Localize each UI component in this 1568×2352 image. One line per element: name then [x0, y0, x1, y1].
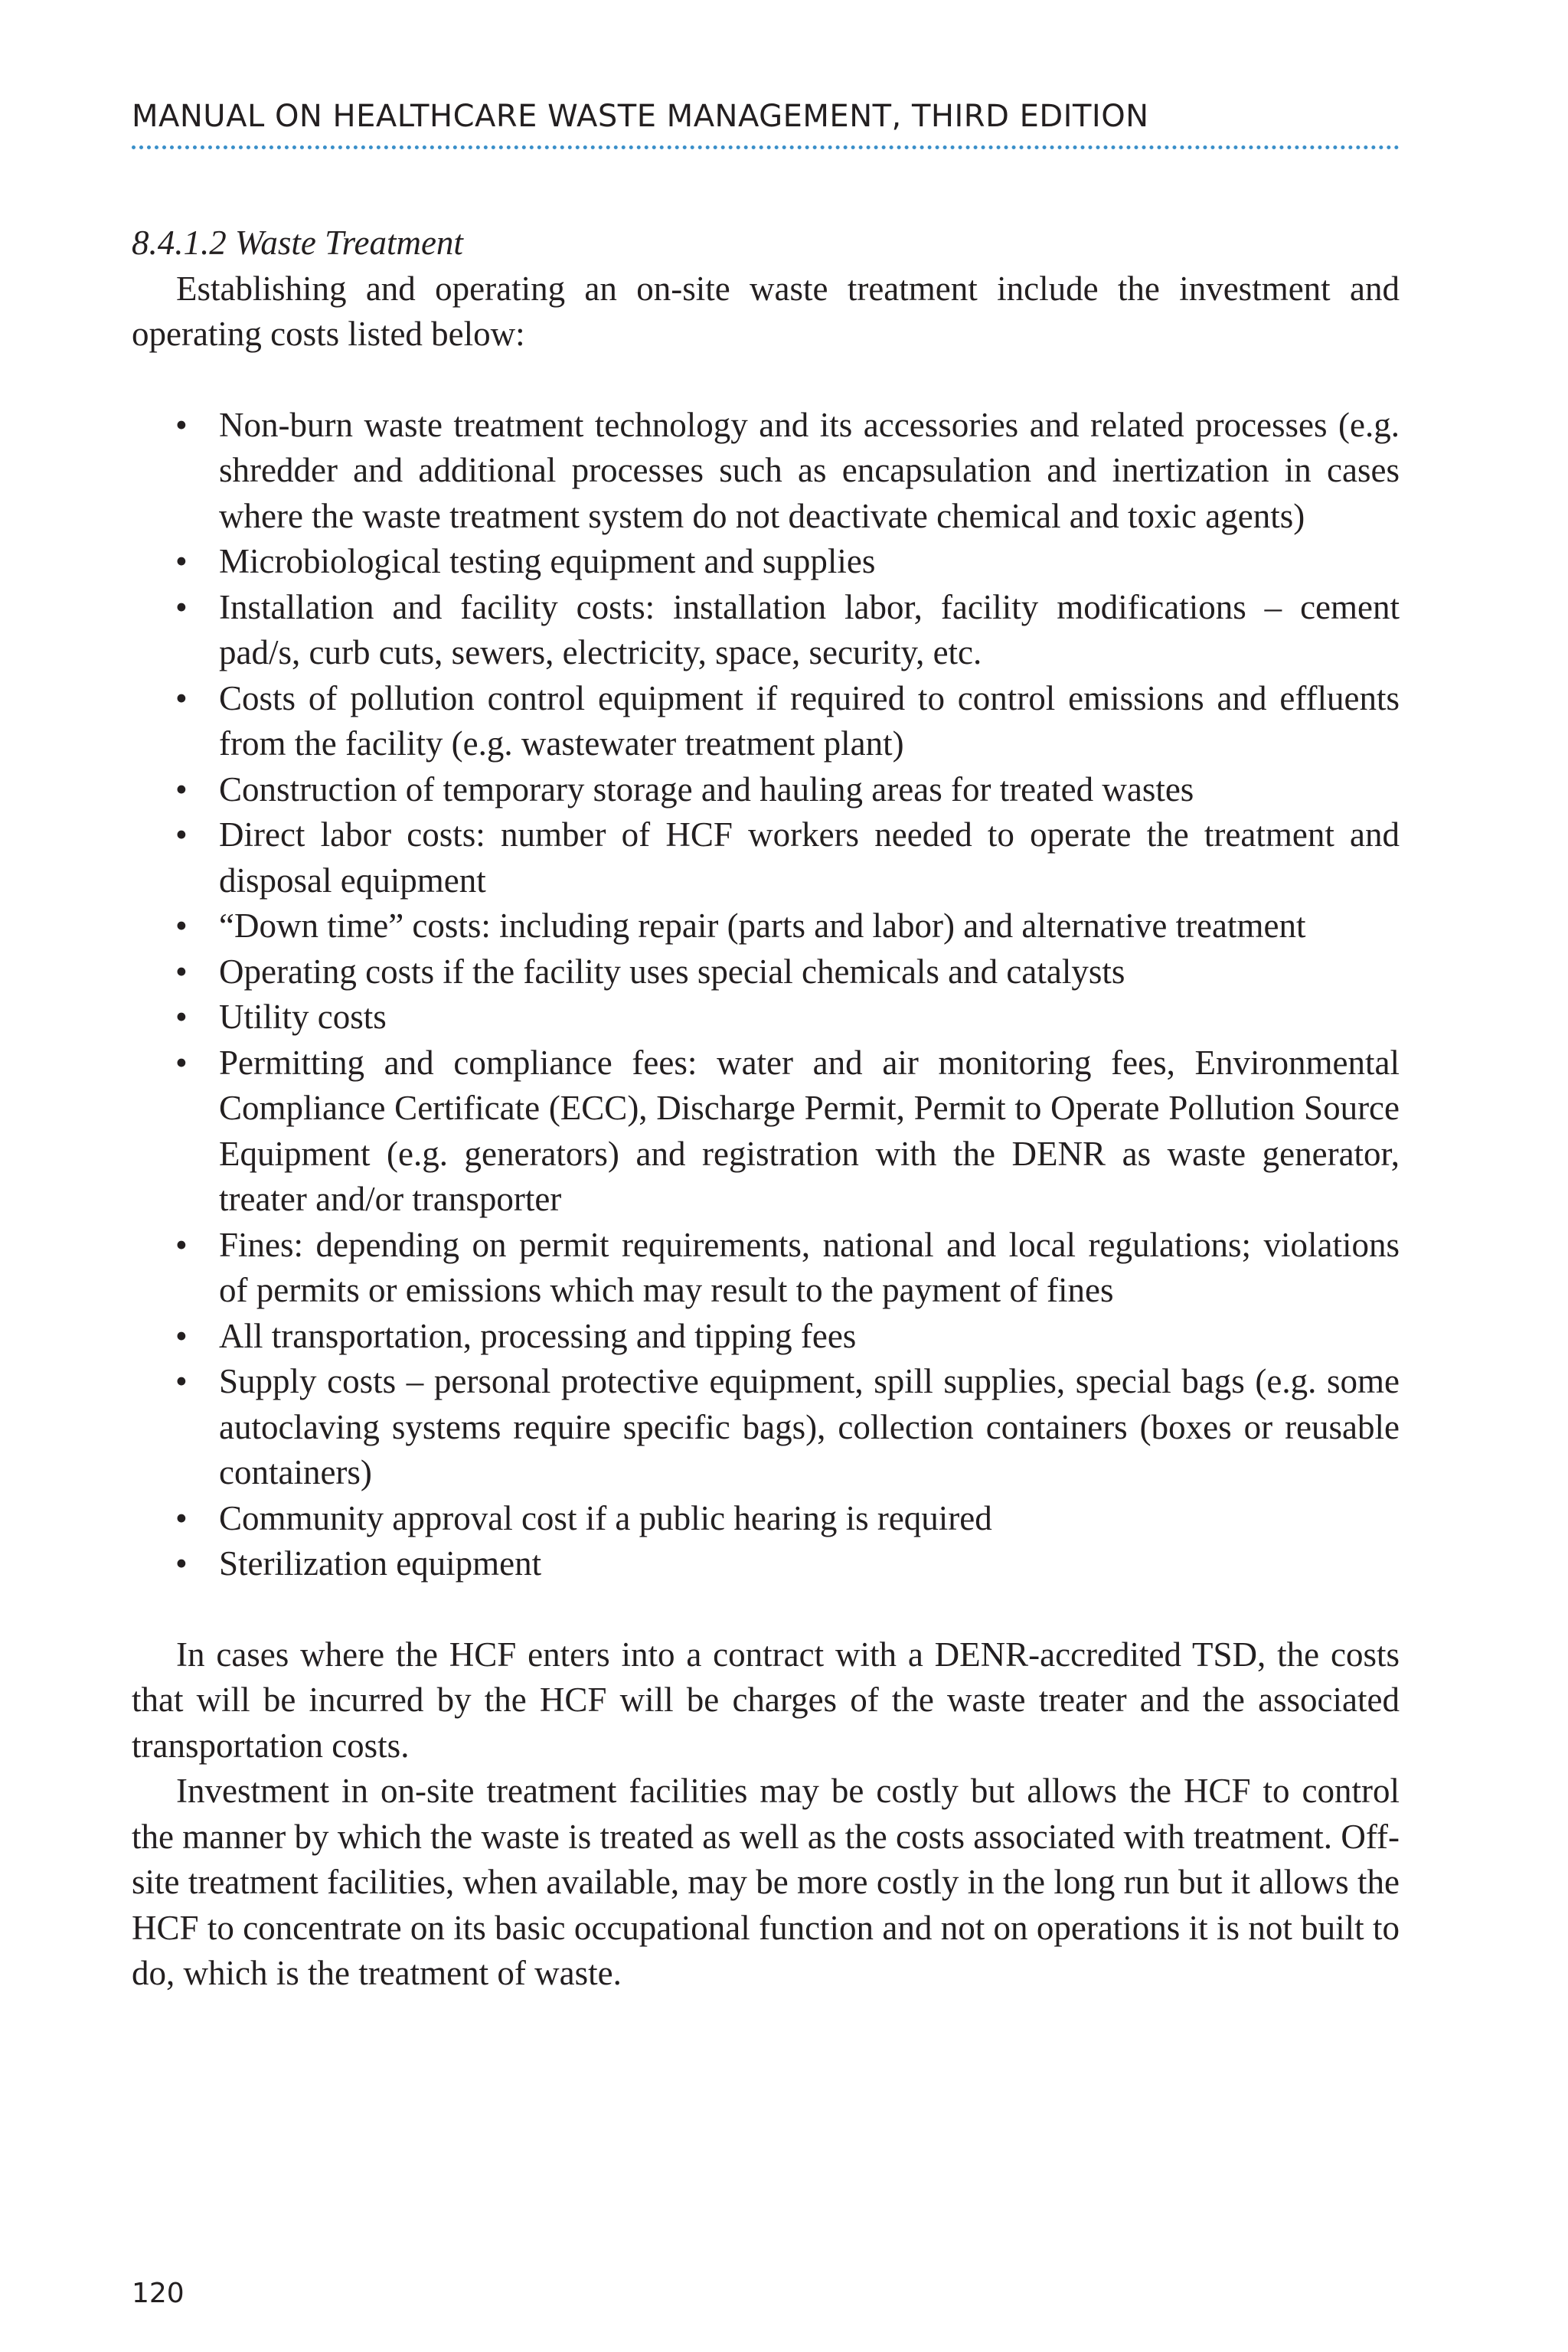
list-item-text: Utility costs: [219, 998, 387, 1036]
cost-list: [132, 403, 1400, 1587]
list-item: [175, 812, 1400, 903]
list-item: [175, 903, 1400, 949]
list-item-text: Supply costs – personal protective equipment, spill supplies, special bags (e.g. some autoclaving systems require specific bags), collection containers (boxes or reusable containers): [219, 1362, 1400, 1491]
list-item-text: Microbiological testing equipment and supplies: [219, 542, 876, 580]
list-item-text: Sterilization equipment: [219, 1544, 542, 1583]
list-item-text: Non-burn waste treatment technology and its accessories and related processes (e.g. shredder and additional processes such as encapsulation and inertization in cases where the waste treatment system do not deactivate chemical and toxic agents): [219, 405, 1400, 535]
list-item-text: Costs of pollution control equipment if required to control emissions and effluents from the facility (e.g. wastewater treatment plant): [219, 678, 1400, 763]
bullet-icon: •: [175, 1043, 188, 1082]
bullet-icon: •: [175, 952, 188, 991]
list-item: [175, 1541, 1400, 1587]
page-body: [132, 220, 1400, 1997]
list-item-text: All transportation, processing and tipping fees: [219, 1316, 857, 1355]
bullet-icon: •: [175, 1544, 188, 1583]
list-item: [175, 767, 1400, 813]
list-item: [175, 949, 1400, 995]
bullet-icon: •: [175, 1316, 188, 1355]
list-item-text: Installation and facility costs: installation labor, facility modifications – cement pad/s, curb cuts, sewers, electricity, space, security, etc.: [219, 587, 1400, 671]
list-item-text: Fines: depending on permit requirements, national and local regulations; violations of permits or emissions which may result to the payment of fines: [219, 1225, 1400, 1309]
section-heading: 8.4.1.2 Waste Treatment: [132, 224, 463, 262]
bullet-icon: •: [175, 678, 188, 717]
bullet-icon: •: [175, 998, 188, 1036]
body-paragraph: In cases where the HCF enters into a contract with a DENR-accredited TSD, the costs that will be incurred by the HCF will be charges of the waste treater and the associated transportation costs.: [132, 1635, 1400, 1765]
list-item: [175, 1040, 1400, 1223]
bullet-icon: •: [175, 1225, 188, 1264]
list-item: [175, 1223, 1400, 1314]
intro-paragraph: Establishing and operating an on-site waste treatment include the investment and operating costs listed below:: [132, 269, 1400, 353]
list-item: [175, 995, 1400, 1040]
list-item: [175, 539, 1400, 585]
list-item-text: Construction of temporary storage and hauling areas for treated wastes: [219, 769, 1194, 808]
list-item: [175, 676, 1400, 767]
bullet-icon: •: [175, 815, 188, 854]
list-item-text: Direct labor costs: number of HCF workers needed to operate the treatment and disposal equipment: [219, 815, 1400, 900]
list-item: [175, 1314, 1400, 1360]
list-item-text: Operating costs if the facility uses special chemicals and catalysts: [219, 952, 1125, 991]
bullet-icon: •: [175, 542, 188, 580]
bullet-icon: •: [175, 1498, 188, 1537]
bullet-icon: •: [175, 906, 188, 945]
body-paragraph: Investment in on-site treatment facilities may be costly but allows the HCF to control the manner by which the waste is treated as well as the costs associated with treatment. Off-site treatment facilities, when available, may be more costly in the long run but it allows the HCF to concentrate on its basic occupational function and not on operations it is not built to do, which is the treatment of waste.: [132, 1772, 1400, 1992]
list-item-text: “Down time” costs: including repair (parts and labor) and alternative treatment: [219, 906, 1306, 945]
list-item: [175, 585, 1400, 676]
list-item: [175, 403, 1400, 540]
list-item-text: Community approval cost if a public hearing is required: [219, 1498, 992, 1537]
list-item: [175, 1496, 1400, 1542]
bullet-icon: •: [175, 587, 188, 626]
bullet-icon: •: [175, 405, 188, 444]
bullet-icon: •: [175, 769, 188, 808]
running-head: MANUAL ON HEALTHCARE WASTE MANAGEMENT, THIRD EDITION: [132, 98, 1400, 149]
list-item-text: Permitting and compliance fees: water and air monitoring fees, Environmental Compliance Certificate (ECC), Discharge Permit, Permit to Operate Pollution Source Equipment (e.g. generators) and registration with the DENR as waste generator, treater and/or transporter: [219, 1043, 1400, 1218]
page-number: 120: [132, 2278, 185, 2309]
list-item: [175, 1359, 1400, 1496]
bullet-icon: •: [175, 1362, 188, 1400]
